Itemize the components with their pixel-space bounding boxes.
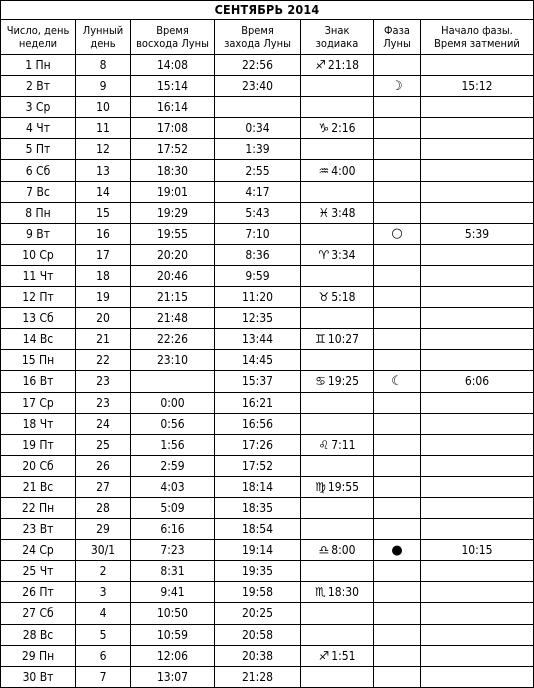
date-cell: 17 Ср: [1, 392, 76, 413]
table-row: [1, 308, 534, 329]
table-row: [1, 540, 534, 561]
phase-start-cell: [421, 139, 534, 160]
phase-start-cell: 6:06: [421, 371, 534, 392]
moonrise-cell: 16:14: [131, 97, 215, 118]
moonset-cell: 11:20: [215, 287, 301, 308]
phase-start-cell: [421, 455, 534, 476]
moonrise-cell: 0:00: [131, 392, 215, 413]
moonset-cell: 23:40: [215, 76, 301, 97]
moonset-cell: 20:58: [215, 624, 301, 645]
aquarius-icon: ♒: [318, 163, 330, 178]
phase-cell: [374, 76, 421, 97]
phase-start-cell: [421, 308, 534, 329]
table-row: [1, 434, 534, 455]
zodiac-cell: [301, 476, 374, 497]
lunar-day-cell: 8: [76, 55, 131, 76]
header-phase-start: Начало фазы. Время затмений: [421, 20, 534, 55]
lunar-day-cell: 19: [76, 287, 131, 308]
date-cell: 23 Вт: [1, 519, 76, 540]
phase-cell: [374, 434, 421, 455]
moonrise-cell: 12:06: [131, 645, 215, 666]
date-cell: 24 Ср: [1, 540, 76, 561]
date-cell: 10 Ср: [1, 244, 76, 265]
zodiac-time: 18:30: [327, 585, 359, 600]
table-row: [1, 392, 534, 413]
phase-cell: [374, 223, 421, 244]
date-cell: 5 Пт: [1, 139, 76, 160]
table-row: [1, 118, 534, 139]
phase-start-cell: [421, 244, 534, 265]
gemini-icon: ♊: [315, 332, 326, 347]
date-cell: 4 Чт: [1, 118, 76, 139]
leo-icon: ♌: [318, 437, 330, 452]
table-row: [1, 76, 534, 97]
lunar-day-cell: 23: [76, 371, 131, 392]
date-cell: 13 Сб: [1, 308, 76, 329]
table-row: [1, 476, 534, 497]
date-cell: 12 Пт: [1, 287, 76, 308]
phase-cell: [374, 202, 421, 223]
table-row: [1, 497, 534, 518]
header-lunar-day: Лунный день: [76, 20, 131, 55]
taurus-icon: ♉: [318, 290, 330, 305]
table-row: [1, 160, 534, 181]
zodiac-time: 1:51: [331, 648, 356, 663]
date-cell: 28 Вс: [1, 624, 76, 645]
phase-cell: [374, 244, 421, 265]
moonset-cell: 1:39: [215, 139, 301, 160]
moonrise-cell: 14:08: [131, 55, 215, 76]
sagittarius-icon: ♐: [318, 648, 330, 663]
moonrise-cell: 21:15: [131, 287, 215, 308]
moonrise-cell: 20:46: [131, 265, 215, 286]
table-row: [1, 645, 534, 666]
zodiac-cell: [301, 160, 374, 181]
zodiac-cell: [301, 624, 374, 645]
zodiac-cell: [301, 413, 374, 434]
moonset-cell: 8:36: [215, 244, 301, 265]
phase-cell: [374, 55, 421, 76]
zodiac-cell: [301, 265, 374, 286]
zodiac-cell: [301, 645, 374, 666]
zodiac-time: 7:11: [331, 437, 356, 452]
phase-cell: [374, 413, 421, 434]
lunar-day-cell: 12: [76, 139, 131, 160]
table-row: [1, 97, 534, 118]
header-zodiac: Знак зодиака: [301, 20, 374, 55]
moonset-cell: 16:56: [215, 413, 301, 434]
date-cell: 16 Вт: [1, 371, 76, 392]
phase-start-cell: [421, 350, 534, 371]
moonset-cell: 19:35: [215, 561, 301, 582]
header-date: Число, день недели: [1, 20, 76, 55]
date-cell: 11 Чт: [1, 265, 76, 286]
zodiac-cell: [301, 181, 374, 202]
date-cell: 7 Вс: [1, 181, 76, 202]
phase-start-cell: [421, 476, 534, 497]
phase-start-cell: [421, 160, 534, 181]
table-row: [1, 181, 534, 202]
aries-icon: ♈: [318, 247, 330, 262]
lunar-day-cell: 11: [76, 118, 131, 139]
moonrise-cell: 10:59: [131, 624, 215, 645]
moonset-cell: 13:44: [215, 329, 301, 350]
capricorn-icon: ♑: [318, 121, 330, 136]
table-row: [1, 519, 534, 540]
moonset-cell: 0:34: [215, 118, 301, 139]
moonset-cell: 20:38: [215, 645, 301, 666]
zodiac-cell: [301, 139, 374, 160]
header-moonset: Время захода Луны: [215, 20, 301, 55]
first-quarter-moon-icon: ☽: [391, 78, 403, 94]
lunar-day-cell: 17: [76, 244, 131, 265]
table-row: [1, 244, 534, 265]
date-cell: 25 Чт: [1, 561, 76, 582]
zodiac-cell: [301, 603, 374, 624]
lunar-day-cell: 2: [76, 561, 131, 582]
lunar-day-cell: 7: [76, 666, 131, 687]
moonset-cell: 4:17: [215, 181, 301, 202]
date-cell: 3 Ср: [1, 97, 76, 118]
lunar-day-cell: 14: [76, 181, 131, 202]
cancer-icon: ♋: [315, 374, 326, 389]
zodiac-cell: [301, 76, 374, 97]
phase-cell: [374, 329, 421, 350]
phase-cell: [374, 265, 421, 286]
moonrise-cell: 0:56: [131, 413, 215, 434]
phase-cell: [374, 561, 421, 582]
phase-cell: [374, 645, 421, 666]
virgo-icon: ♍: [315, 479, 326, 494]
phase-start-cell: [421, 497, 534, 518]
zodiac-cell: [301, 223, 374, 244]
date-cell: 15 Пн: [1, 350, 76, 371]
moonset-cell: 9:59: [215, 265, 301, 286]
phase-start-cell: [421, 202, 534, 223]
date-cell: 29 Пн: [1, 645, 76, 666]
date-cell: 6 Сб: [1, 160, 76, 181]
moonset-cell: 22:56: [215, 55, 301, 76]
moonrise-cell: 21:48: [131, 308, 215, 329]
phase-cell: [374, 624, 421, 645]
moonset-cell: 19:14: [215, 540, 301, 561]
zodiac-time: 19:55: [327, 479, 359, 494]
moonrise-cell: 22:26: [131, 329, 215, 350]
moonset-cell: 7:10: [215, 223, 301, 244]
new-moon-icon: ●: [391, 542, 403, 558]
zodiac-cell: [301, 329, 374, 350]
last-quarter-moon-icon: ☾: [391, 373, 403, 389]
table-row: [1, 55, 534, 76]
moonset-cell: 18:35: [215, 497, 301, 518]
zodiac-time: 4:00: [331, 163, 356, 178]
phase-cell: [374, 666, 421, 687]
lunar-day-cell: 20: [76, 308, 131, 329]
lunar-day-cell: 5: [76, 624, 131, 645]
scorpio-icon: ♏: [315, 585, 326, 600]
moonrise-cell: 15:14: [131, 76, 215, 97]
phase-start-cell: [421, 287, 534, 308]
table-row: [1, 265, 534, 286]
phase-cell: [374, 181, 421, 202]
zodiac-cell: [301, 392, 374, 413]
zodiac-cell: [301, 97, 374, 118]
table-title: СЕНТЯБРЬ 2014: [1, 1, 534, 20]
table-row: [1, 603, 534, 624]
moonset-cell: 17:26: [215, 434, 301, 455]
table-row: [1, 287, 534, 308]
zodiac-time: 21:18: [327, 58, 359, 73]
moonrise-cell: 7:23: [131, 540, 215, 561]
lunar-day-cell: 16: [76, 223, 131, 244]
moonrise-cell: 6:16: [131, 519, 215, 540]
pisces-icon: ♓: [318, 205, 330, 220]
phase-start-cell: [421, 603, 534, 624]
moonrise-cell: 17:52: [131, 139, 215, 160]
lunar-day-cell: 4: [76, 603, 131, 624]
table-row: [1, 455, 534, 476]
phase-start-cell: 5:39: [421, 223, 534, 244]
lunar-day-cell: 29: [76, 519, 131, 540]
title-row: [1, 1, 534, 20]
date-cell: 8 Пн: [1, 202, 76, 223]
table-row: [1, 139, 534, 160]
zodiac-cell: [301, 666, 374, 687]
lunar-day-cell: 6: [76, 645, 131, 666]
moonset-cell: 5:43: [215, 202, 301, 223]
lunar-day-cell: 27: [76, 476, 131, 497]
date-cell: 19 Пт: [1, 434, 76, 455]
date-cell: 18 Чт: [1, 413, 76, 434]
phase-start-cell: [421, 582, 534, 603]
lunar-day-cell: 3: [76, 582, 131, 603]
header-moonrise: Время восхода Луны: [131, 20, 215, 55]
zodiac-time: 8:00: [331, 543, 356, 558]
phase-start-cell: [421, 118, 534, 139]
date-cell: 14 Вс: [1, 329, 76, 350]
date-cell: 20 Сб: [1, 455, 76, 476]
sagittarius-icon: ♐: [315, 58, 326, 73]
moonset-cell: 20:25: [215, 603, 301, 624]
table-row: [1, 329, 534, 350]
moonrise-cell: 10:50: [131, 603, 215, 624]
phase-start-cell: [421, 181, 534, 202]
phase-start-cell: [421, 561, 534, 582]
phase-start-cell: [421, 97, 534, 118]
zodiac-cell: [301, 55, 374, 76]
date-cell: 2 Вт: [1, 76, 76, 97]
libra-icon: ♎: [318, 543, 330, 558]
table-row: [1, 582, 534, 603]
phase-cell: [374, 287, 421, 308]
phase-cell: [374, 582, 421, 603]
moonset-cell: 14:45: [215, 350, 301, 371]
moonrise-cell: 20:20: [131, 244, 215, 265]
phase-start-cell: [421, 645, 534, 666]
moonset-cell: 21:28: [215, 666, 301, 687]
table-row: [1, 202, 534, 223]
table-row: [1, 371, 534, 392]
zodiac-time: 10:27: [327, 332, 359, 347]
moonrise-cell: 18:30: [131, 160, 215, 181]
date-cell: 26 Пт: [1, 582, 76, 603]
lunar-day-cell: 13: [76, 160, 131, 181]
moonrise-cell: 9:41: [131, 582, 215, 603]
zodiac-cell: [301, 519, 374, 540]
header-row: [1, 20, 534, 55]
phase-start-cell: 15:12: [421, 76, 534, 97]
table-row: [1, 350, 534, 371]
phase-cell: [374, 603, 421, 624]
moonrise-cell: 13:07: [131, 666, 215, 687]
phase-cell: [374, 455, 421, 476]
zodiac-cell: [301, 540, 374, 561]
zodiac-cell: [301, 582, 374, 603]
moonset-cell: 15:37: [215, 371, 301, 392]
moonset-cell: 18:54: [215, 519, 301, 540]
header-phase: Фаза Луны: [374, 20, 421, 55]
phase-cell: [374, 97, 421, 118]
moonrise-cell: 23:10: [131, 350, 215, 371]
moonrise-cell: [131, 371, 215, 392]
moonrise-cell: 19:55: [131, 223, 215, 244]
lunar-day-cell: 21: [76, 329, 131, 350]
date-cell: 22 Пн: [1, 497, 76, 518]
zodiac-cell: [301, 118, 374, 139]
lunar-day-cell: 24: [76, 413, 131, 434]
phase-start-cell: 10:15: [421, 540, 534, 561]
lunar-day-cell: 15: [76, 202, 131, 223]
table-row: [1, 624, 534, 645]
zodiac-cell: [301, 455, 374, 476]
phase-cell: [374, 139, 421, 160]
moonrise-cell: 8:31: [131, 561, 215, 582]
phase-cell: [374, 350, 421, 371]
lunar-day-cell: 25: [76, 434, 131, 455]
phase-cell: [374, 160, 421, 181]
table-row: [1, 666, 534, 687]
date-cell: 30 Вт: [1, 666, 76, 687]
moonrise-cell: 1:56: [131, 434, 215, 455]
zodiac-cell: [301, 371, 374, 392]
phase-cell: [374, 308, 421, 329]
lunar-day-cell: 10: [76, 97, 131, 118]
phase-cell: [374, 371, 421, 392]
moonrise-cell: 19:01: [131, 181, 215, 202]
moonset-cell: 19:58: [215, 582, 301, 603]
zodiac-time: 3:34: [331, 247, 356, 262]
zodiac-cell: [301, 434, 374, 455]
table-body: [1, 55, 534, 688]
lunar-day-cell: 9: [76, 76, 131, 97]
table-row: [1, 561, 534, 582]
phase-start-cell: [421, 392, 534, 413]
zodiac-time: 3:48: [331, 205, 356, 220]
date-cell: 1 Пн: [1, 55, 76, 76]
zodiac-time: 2:16: [331, 121, 356, 136]
date-cell: 27 Сб: [1, 603, 76, 624]
phase-start-cell: [421, 265, 534, 286]
moonrise-cell: 17:08: [131, 118, 215, 139]
table-row: [1, 223, 534, 244]
zodiac-cell: [301, 497, 374, 518]
date-cell: 9 Вт: [1, 223, 76, 244]
moonset-cell: [215, 97, 301, 118]
moonset-cell: 16:21: [215, 392, 301, 413]
moonset-cell: 17:52: [215, 455, 301, 476]
moonrise-cell: 4:03: [131, 476, 215, 497]
lunar-day-cell: 22: [76, 350, 131, 371]
lunar-day-cell: 23: [76, 392, 131, 413]
zodiac-cell: [301, 244, 374, 265]
zodiac-cell: [301, 202, 374, 223]
phase-cell: [374, 540, 421, 561]
full-moon-icon: ○: [391, 226, 403, 242]
zodiac-cell: [301, 308, 374, 329]
moonset-cell: 2:55: [215, 160, 301, 181]
phase-start-cell: [421, 624, 534, 645]
phase-start-cell: [421, 519, 534, 540]
moonrise-cell: 5:09: [131, 497, 215, 518]
phase-cell: [374, 392, 421, 413]
moonrise-cell: 2:59: [131, 455, 215, 476]
zodiac-cell: [301, 561, 374, 582]
moonset-cell: 12:35: [215, 308, 301, 329]
phase-start-cell: [421, 666, 534, 687]
zodiac-cell: [301, 287, 374, 308]
phase-cell: [374, 118, 421, 139]
phase-cell: [374, 519, 421, 540]
phase-start-cell: [421, 413, 534, 434]
phase-cell: [374, 476, 421, 497]
phase-start-cell: [421, 434, 534, 455]
date-cell: 21 Вс: [1, 476, 76, 497]
lunar-day-cell: 26: [76, 455, 131, 476]
lunar-day-cell: 18: [76, 265, 131, 286]
lunar-day-cell: 30/1: [76, 540, 131, 561]
moonset-cell: 18:14: [215, 476, 301, 497]
phase-start-cell: [421, 55, 534, 76]
moonrise-cell: 19:29: [131, 202, 215, 223]
table-row: [1, 413, 534, 434]
zodiac-time: 19:25: [327, 374, 359, 389]
zodiac-cell: [301, 350, 374, 371]
phase-cell: [374, 497, 421, 518]
zodiac-time: 5:18: [331, 290, 356, 305]
lunar-day-cell: 28: [76, 497, 131, 518]
phase-start-cell: [421, 329, 534, 350]
